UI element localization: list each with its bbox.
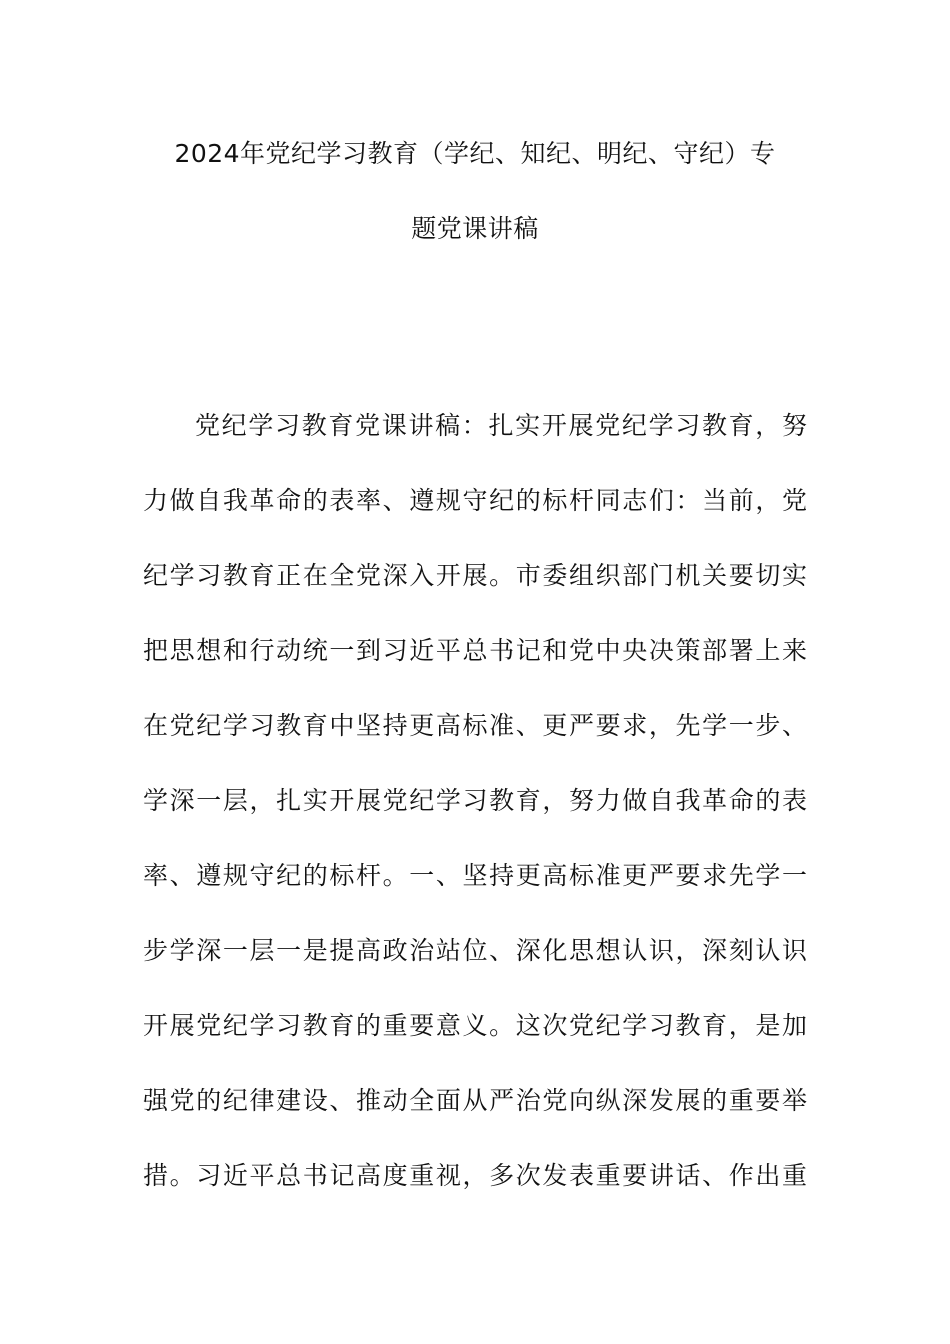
body-text-line-7: 率、遵规守纪的标杆。一、坚持更高标准更严要求先学一 — [143, 861, 807, 890]
body-text-line-2: 力做自我革命的表率、遵规守纪的标杆同志们：当前，党 — [143, 486, 807, 515]
document-title-line-2: 题党课讲稿 — [411, 214, 539, 243]
body-text-line-9: 开展党纪学习教育的重要意义。这次党纪学习教育，是加 — [143, 1011, 807, 1040]
body-text-line-10: 强党的纪律建设、推动全面从严治党向纵深发展的重要举 — [143, 1086, 807, 1115]
document-title-line-1: 2024年党纪学习教育（学纪、知纪、明纪、守纪）专 — [174, 139, 776, 168]
body-text-line-4: 把思想和行动统一到习近平总书记和党中央决策部署上来 — [143, 636, 807, 665]
body-text-line-3: 纪学习教育正在全党深入开展。市委组织部门机关要切实 — [143, 561, 807, 590]
body-text-line-11: 措。习近平总书记高度重视，多次发表重要讲话、作出重 — [143, 1161, 807, 1190]
body-text-line-1: 党纪学习教育党课讲稿：扎实开展党纪学习教育，努 — [195, 411, 807, 440]
body-text-line-8: 步学深一层一是提高政治站位、深化思想认识，深刻认识 — [143, 936, 807, 965]
body-text-line-6: 学深一层，扎实开展党纪学习教育，努力做自我革命的表 — [143, 786, 807, 815]
body-text-line-5: 在党纪学习教育中坚持更高标准、更严要求，先学一步、 — [143, 711, 807, 740]
